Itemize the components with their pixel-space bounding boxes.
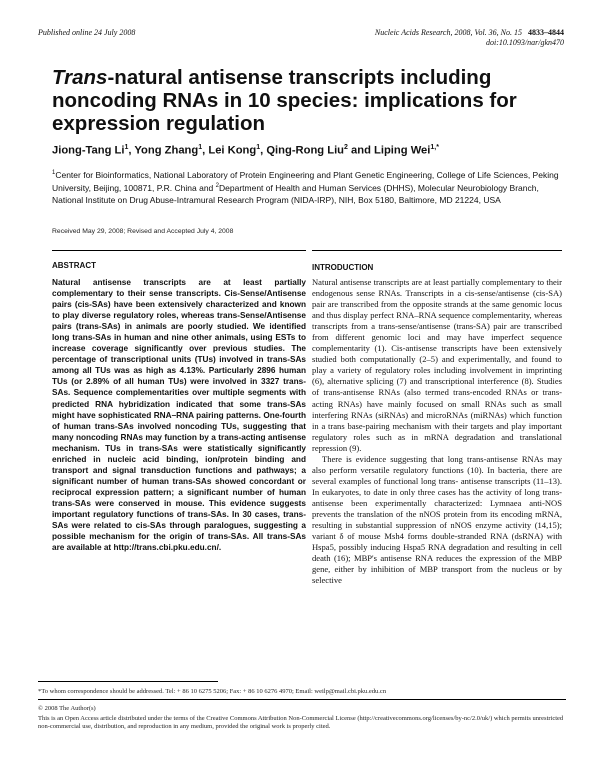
journal-name: Nucleic Acids Research, 2008, Vol. 36, No. 15 [374, 28, 522, 37]
author-affil-sup: 1 [256, 144, 261, 151]
author-affil-sup: 2 [344, 144, 348, 151]
affiliations [52, 168, 562, 206]
intro-rule [312, 250, 562, 251]
intro-body [312, 277, 562, 586]
intro-heading: INTRODUCTION [312, 263, 374, 272]
author-name: Jiong-Tang Li [52, 144, 125, 157]
author-name: Liping Wei [374, 144, 431, 157]
received-dates: Received May 29, 2008; Revised and Accepted July 4, 2008 [52, 228, 234, 235]
page-range: 4833–4844 [528, 28, 564, 37]
abstract-body: Natural antisense transcripts are at least partially complementary to their sense transcripts. Cis-Sense/Antisense pairs (cis-SAs) have been extensively characterized and known to play diverse regulatory roles, whereas trans-Sense/Antisense pairs (trans-SAs) in animals are poorly studied. We identified long trans-SAs in human and nine other animals, using ESTs to increase coverage significantly over previous studies. The percentage of transcriptional units (TUs) involved in trans-SAs among all TUs was as high as 4.13%. Particularly 2896 human TUs (or 2.89% of all human TUs) were involved in 3327 trans-SAs. Sequence complementarities over multiple segments with predicted RNA hybridization indicated that some trans-SAs might have sophisticated RNA–RNA pairing patterns. One-fourth of human trans-SAs involved noncoding TUs, suggesting that many noncoding RNAs may function by a trans-acting antisense mechanism. TUs in trans-SAs were statistically significantly enriched in nucleic acid binding, ion/protein binding and transport and signal transduction functions and pathways; a significant number of human trans-SAs showed concordant or reciprocal expression pattern; a significant number of human trans-SAs were conserved in mouse. This evidence suggests important regulatory functions of trans-SAs. In 30 cases, trans-SAs were related to cis-SAs through paralogues, suggesting a possible mechanism for the origin of trans-SAs. All trans-SAs are available at http://trans.cbi.pku.edu.cn/. [52, 278, 306, 553]
affil-2: Department of Health and Human Services (DHHS), Molecular Neurobiology Branch, National Institute on Drug Abuse-Intramural Research Program (NIDA-IRP), NIH, Box 5180, Baltimore, MD 21224, USA [52, 183, 539, 205]
author-affil-sup: 1,* [430, 144, 439, 151]
paper-title [52, 66, 552, 135]
author-separator: , [260, 144, 267, 157]
intro-paragraph-1: Natural antisense transcripts are at least partially complementary to their endogenous sense RNAs. Transcripts in a cis-sense/antisense (cis-SA) pair are transcribed from the opposite strands at the same genomic locus and thus display perfect RNA–RNA sequence complementarity, whereas transcripts from a trans-sense/antisense (trans-SA) pair are transcribed from different genomic loci and may have imperfect sequence complementarity (1). Cis-antisense transcripts have been extensively studied both computationally (2–5) and experimentally, and found to play a variety of regulatory roles including involvement in imprinting (6), alternative splicing (7) and transcriptional interference (8). Studies of trans-antisense RNAs (also termed trans-encoded RNAs or trans-acting RNAs) have mainly focused on small RNAs such as small interfering RNAs (siRNAs) and microRNAs (miRNAs) which function in a trans base-pairing mechanism with their targets and play important regulatory roles such as in mRNA degradation and translational repression (9). [312, 277, 562, 453]
author-separator: , [202, 144, 209, 157]
author-name: Yong Zhang [134, 144, 199, 157]
journal-citation [375, 28, 564, 48]
copyright: © 2008 The Author(s) [38, 705, 96, 712]
correspondence-note: *To whom correspondence should be addressed. Tel: + 86 10 6275 5206; Fax: + 86 10 6276 4970; Email: weilp@mail.cbi.pku.edu.cn [38, 688, 387, 695]
affil-2-sup: 2 [215, 183, 219, 190]
abstract-heading: ABSTRACT [52, 261, 96, 270]
author-affil-sup: 1 [124, 144, 129, 151]
intro-paragraph-2: There is evidence suggesting that long trans-antisense RNAs may also perform versatile regulatory functions (10). In bacteria, there are several examples of functional long trans- antisense transcripts (11–13). In eukaryotes, to date in only three cases has the activity of long trans-antisense been experimentally characterized: Lymnaea anti-NOS prevents the translation of the nNOS protein from its encoding mRNA, resulting in substantial suppression of nNOS enzyme activity (14,15); variant δ of mouse Msh4 forms double-stranded RNA (dsRNA) with Hspa5, possibly inducing Hspa5 RNA degradation and resulting in cell death (16); MBP's antisense RNA reduces the expression of the MBP gene, either by inhibition of MBP transport from the nucleus or by selective [312, 453, 562, 586]
author-list [52, 144, 552, 157]
license-text: This is an Open Access article distributed under the terms of the Creative Commons Attribution Non-Commercial License (http://creativecommons.org/licenses/by-nc/2.0/uk/) which permits unrestricted non-commercial use, distribution, and reproduction in any medium, provided the original work is properly cited. [38, 715, 564, 731]
footnote-rule-2 [38, 699, 566, 700]
author-separator: and [347, 144, 375, 157]
footnote-rule [38, 681, 218, 682]
abstract-rule [52, 250, 306, 251]
author-name: Lei Kong [208, 144, 257, 157]
affil-1-sup: 1 [52, 170, 56, 176]
title-italic: Trans [52, 66, 108, 89]
published-date: Published online 24 July 2008 [38, 28, 136, 37]
author-affil-sup: 1 [198, 144, 203, 151]
affil-1: Center for Bioinformatics, National Laboratory of Protein Engineering and Plant Genetic Engineering, College of Life Sciences, Peking University, Beijing, 100871, P.R. China and [52, 169, 559, 194]
author-name: Qing-Rong Liu [266, 144, 345, 157]
title-rest: -natural antisense transcripts including noncoding RNAs in 10 species: implications for expression regulation [52, 66, 517, 135]
doi: doi:10.1093/nar/gkn470 [486, 38, 564, 47]
author-separator: , [128, 144, 135, 157]
